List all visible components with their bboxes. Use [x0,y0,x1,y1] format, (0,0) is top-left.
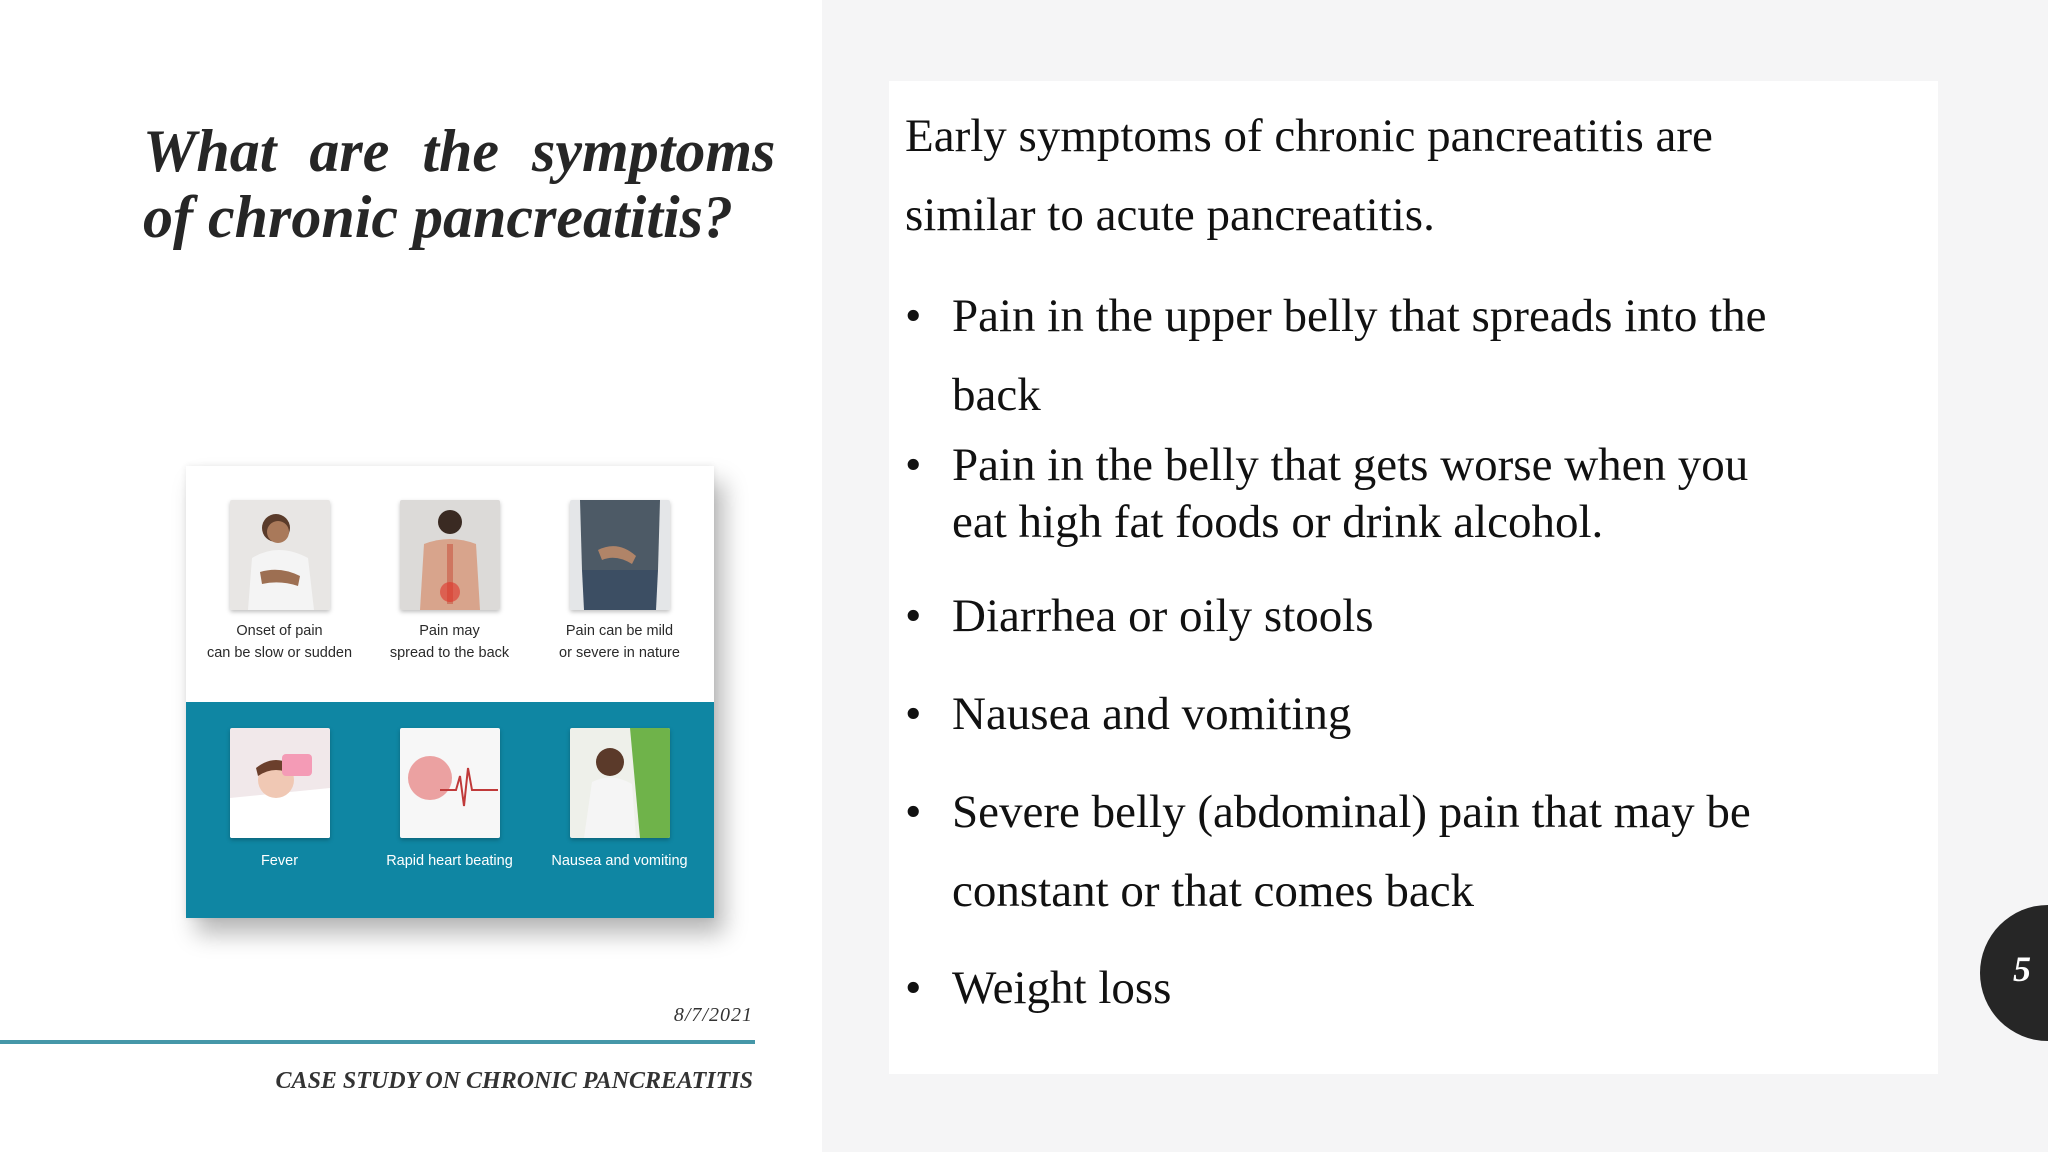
slide-footer: CASE STUDY ON CHRONIC PANCREATITIS [275,1068,753,1094]
back-pain-photo [400,500,500,610]
bullet-icon: • [905,590,922,642]
list-item-text [952,577,1935,656]
caption-line: spread to the back [389,645,510,661]
list-item-text [952,949,1935,1028]
bullet-icon: • [905,290,922,342]
tile-onset-of-pain [192,500,367,664]
tile-fever [192,728,367,872]
list-item-text [952,675,1935,754]
heart-beat-photo [400,728,500,838]
caption-line: or severe in nature [559,645,680,661]
list-item [905,675,1935,754]
list-item-line: eat high fat foods or drink alcohol. [952,496,1604,548]
list-item-line: back [952,369,1041,421]
list-item-line: Weight loss [952,962,1172,1014]
slide-title-line-2: of chronic pancreatitis? [143,184,734,250]
content-card [889,81,1938,1074]
list-item-text [952,773,1935,931]
tile-caption [192,850,367,872]
tile-caption [362,850,537,872]
list-item [905,773,1935,931]
man-holding-stomach-photo [230,500,330,610]
bullet-icon: • [905,786,922,838]
child-with-fever-photo [230,728,330,838]
list-item-line: Nausea and vomiting [952,688,1352,740]
intro-line-2: similar to acute pancreatitis. [905,189,1435,241]
tile-caption [532,620,707,664]
bullet-icon: • [905,962,922,1014]
caption-line: Pain may [419,623,480,639]
page-number: 5 [2013,949,2031,989]
list-item-text [952,277,1935,435]
intro-line-1: Early symptoms of chronic pancreatitis are [905,110,1713,162]
infographic-bottom-row [186,702,714,918]
abdominal-pain-photo [570,500,670,610]
list-item-text [952,437,1935,551]
intro-text [905,97,1915,255]
list-item [905,577,1935,656]
tile-caption [532,850,707,872]
list-item-line: constant or that comes back [952,865,1475,917]
footer-divider [0,1040,755,1044]
tile-rapid-heart-beating [362,728,537,872]
caption-line: Nausea and vomiting [551,853,688,869]
tile-nausea-and-vomiting [532,728,707,872]
caption-line: Rapid heart beating [386,853,513,869]
caption-line: Pain can be mild [565,623,674,639]
slide-date: 8/7/2021 [673,1004,753,1026]
tile-pain-mild-or-severe [532,500,707,664]
list-item-line: Severe belly (abdominal) pain that may be [952,786,1751,838]
infographic-top-row [186,466,714,702]
bullet-icon: • [905,439,922,491]
caption-line: can be slow or sudden [206,645,353,661]
slide-title [143,118,783,250]
list-item-line: Diarrhea or oily stools [952,590,1374,642]
tile-caption [362,620,537,664]
symptoms-infographic [186,466,714,918]
tile-caption [192,620,367,664]
list-item [905,949,1935,1028]
list-item-line: Pain in the belly that gets worse when you [952,439,1749,491]
tile-pain-may-spread [362,500,537,664]
list-item-line: Pain in the upper belly that spreads into the [952,290,1767,342]
slide-title-line-1: What are the symptoms [143,118,776,184]
list-item [905,277,1935,435]
caption-line: Fever [260,853,299,869]
bullet-icon: • [905,688,922,740]
caption-line: Onset of pain [236,623,323,639]
nausea-photo [570,728,670,838]
list-item [905,437,1935,551]
